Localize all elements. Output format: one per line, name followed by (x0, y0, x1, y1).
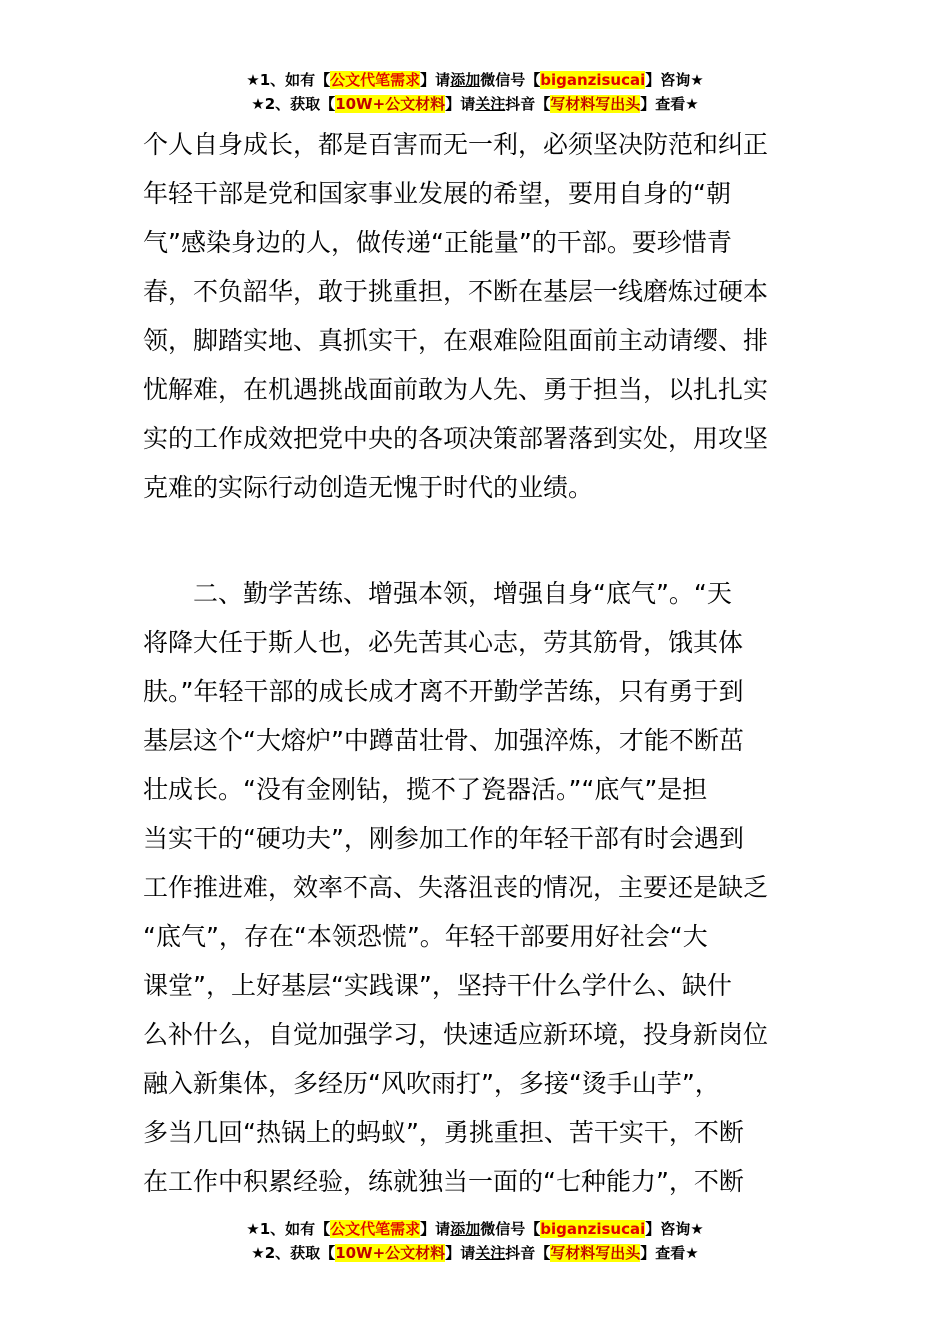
banner-line-2 (0, 92, 950, 116)
banner-text: 】请 (445, 1244, 476, 1262)
text-line: 将降大任于斯人也，必先苦其心志，劳其筋骨，饿其体 (143, 628, 744, 657)
banner-text: 】咨询★ (645, 71, 704, 89)
banner-line-1 (0, 68, 950, 92)
text-line: 领，脚踏实地、真抓实干，在艰难险阻面前主动请缨、排 (143, 326, 769, 355)
banner-text: 微信号【 (480, 1220, 541, 1238)
banner-text: ★1、如有【 (246, 71, 331, 89)
text-line: 当实干的“硬功夫”，刚参加工作的年轻干部有时会遇到 (143, 824, 744, 853)
banner-text: 】查看★ (640, 95, 699, 113)
banner-emphasis: 添加 (450, 71, 481, 89)
text-line: “底气”，存在“本领恐慌”。年轻干部要用好社会“大 (143, 922, 708, 951)
wechat-id: biganzisucai (540, 71, 646, 89)
text-line: 克难的实际行动创造无愧于时代的业绩。 (143, 473, 594, 502)
banner-line-2 (0, 1241, 950, 1265)
banner-text: ★2、获取【 (251, 1244, 336, 1262)
banner-emphasis: 关注 (475, 95, 506, 113)
footer-banner (0, 1217, 950, 1265)
text-line: 在工作中积累经验，练就独当一面的“七种能力”，不断 (143, 1167, 744, 1196)
header-banner (0, 68, 950, 116)
banner-text: 】查看★ (640, 1244, 699, 1262)
text-line: 春，不负韶华，敢于挑重担，不断在基层一线磨炼过硬本 (143, 277, 769, 306)
text-line: 肤。”年轻干部的成长成才离不开勤学苦练，只有勇于到 (143, 677, 744, 706)
text-line: 忧解难，在机遇挑战面前敢为人先、勇于担当，以扎扎实 (143, 375, 769, 404)
banner-highlight: 公文代笔需求 (330, 1220, 421, 1238)
douyin-account: 写材料写出头 (550, 95, 641, 113)
banner-text: 微信号【 (480, 71, 541, 89)
banner-highlight: 10W+公文材料 (335, 95, 446, 113)
text-line: 工作推进难，效率不高、失落沮丧的情况，主要还是缺乏 (143, 873, 769, 902)
banner-text: 】咨询★ (645, 1220, 704, 1238)
text-line: 个人自身成长，都是百害而无一利，必须坚决防范和纠正 (143, 130, 769, 159)
paragraph-2 (143, 569, 807, 1206)
banner-line-1 (0, 1217, 950, 1241)
banner-text: 】请 (420, 71, 451, 89)
banner-text: ★2、获取【 (251, 95, 336, 113)
banner-text: 】请 (445, 95, 476, 113)
paragraph-1 (143, 120, 807, 512)
wechat-id: biganzisucai (540, 1220, 646, 1238)
banner-text: 抖音【 (505, 95, 551, 113)
text-line: 二、勤学苦练、增强本领，增强自身“底气”。“天 (143, 579, 732, 608)
banner-text: 】请 (420, 1220, 451, 1238)
banner-text: 抖音【 (505, 1244, 551, 1262)
text-line: 基层这个“大熔炉”中蹲苗壮骨、加强淬炼，才能不断茁 (143, 726, 744, 755)
banner-text: ★1、如有【 (246, 1220, 331, 1238)
text-line: 实的工作成效把党中央的各项决策部署落到实处，用攻坚 (143, 424, 769, 453)
text-line: 多当几回“热锅上的蚂蚁”，勇挑重担、苦干实干，不断 (143, 1118, 744, 1147)
text-line: 融入新集体，多经历“风吹雨打”，多接“烫手山芋”， (143, 1069, 720, 1098)
douyin-account: 写材料写出头 (550, 1244, 641, 1262)
banner-emphasis: 添加 (450, 1220, 481, 1238)
text-line: 气”感染身边的人，做传递“正能量”的干部。要珍惜青 (143, 228, 732, 257)
text-line: 年轻干部是党和国家事业发展的希望，要用自身的“朝 (143, 179, 731, 208)
text-line: 壮成长。“没有金刚钻，揽不了瓷器活。”“底气”是担 (143, 775, 708, 804)
text-line: 课堂”，上好基层“实践课”，坚持干什么学什么、缺什 (143, 971, 732, 1000)
banner-highlight: 10W+公文材料 (335, 1244, 446, 1262)
banner-emphasis: 关注 (475, 1244, 506, 1262)
banner-highlight: 公文代笔需求 (330, 71, 421, 89)
text-line: 么补什么，自觉加强学习，快速适应新环境，投身新岗位 (143, 1020, 769, 1049)
